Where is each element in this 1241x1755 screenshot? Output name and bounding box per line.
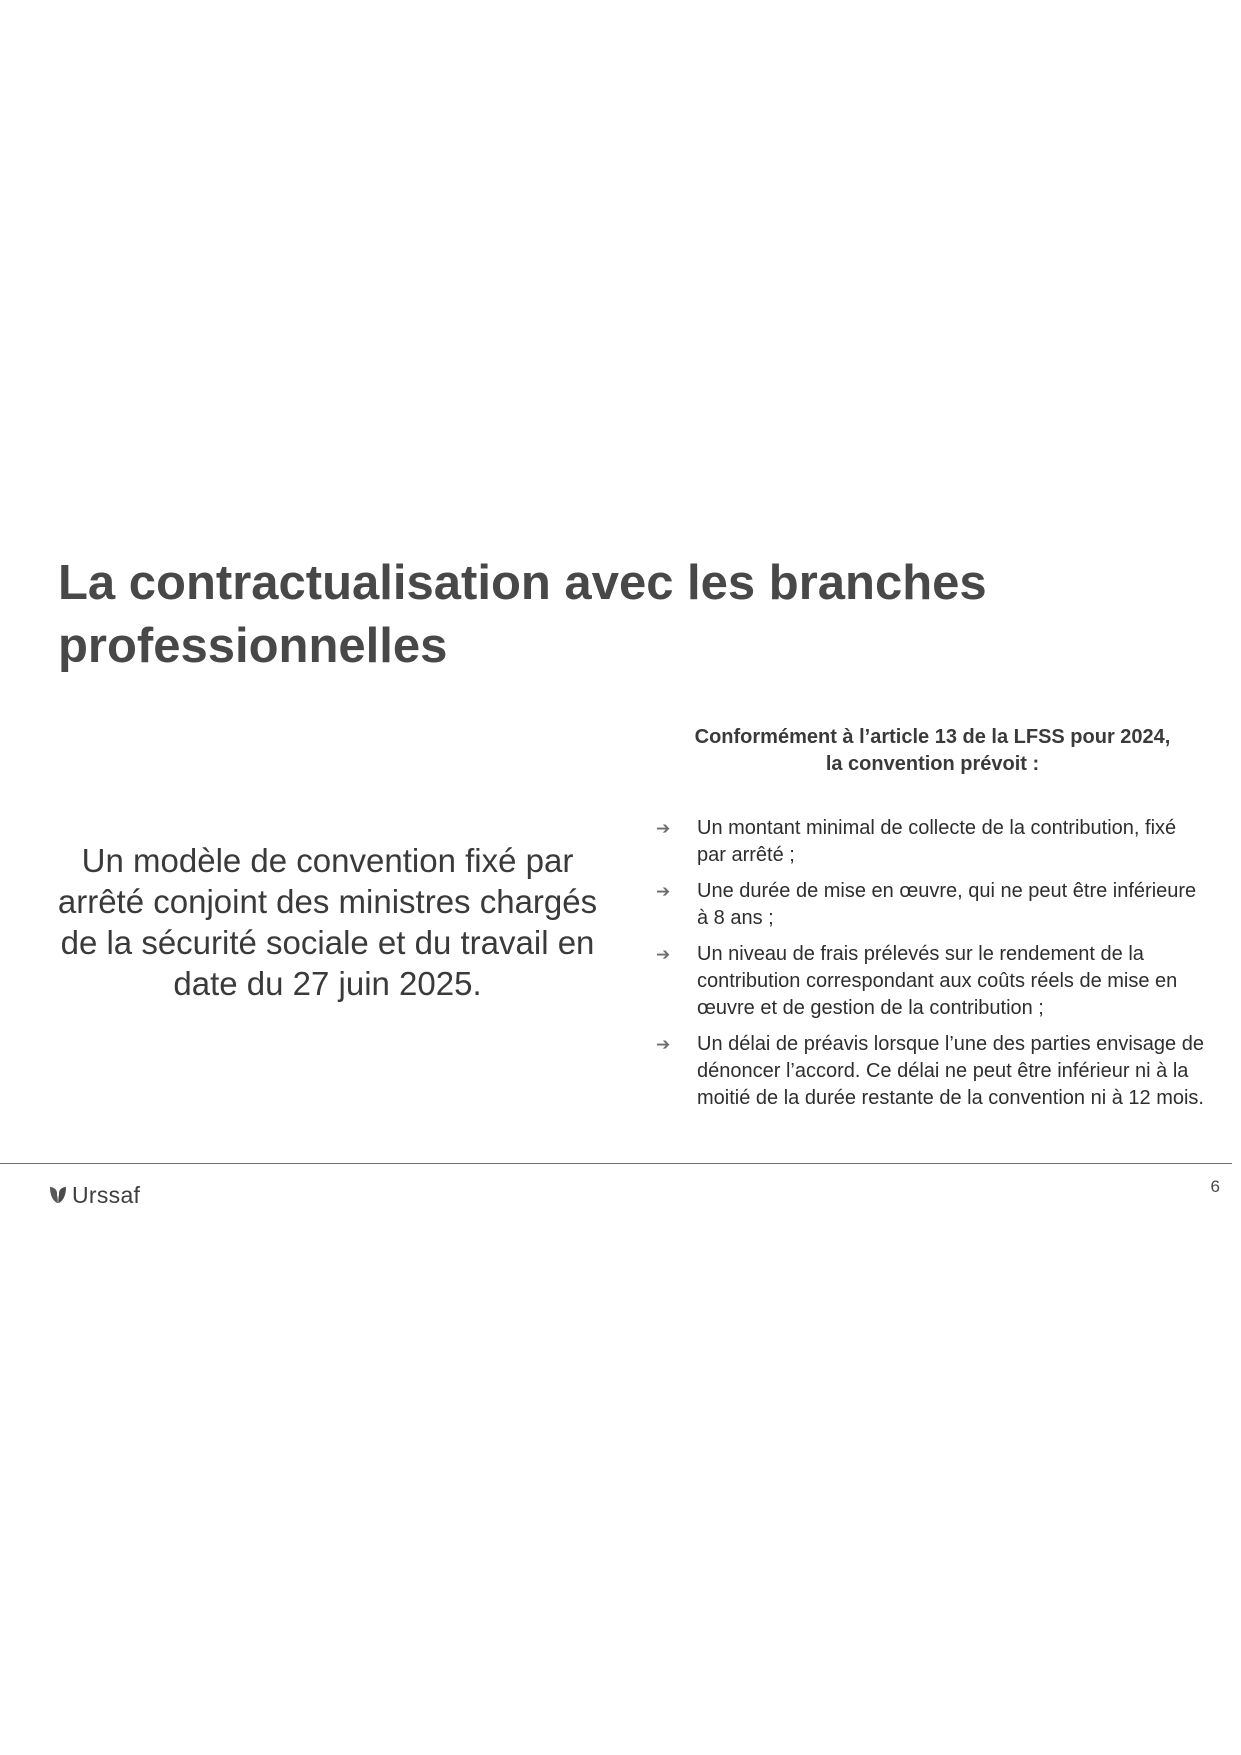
right-arrow-icon: ➔ [656,945,671,964]
list-item [656,1031,1206,1112]
slide-title: La contractualisation avec les branches professionnelles [58,556,987,673]
lead-statement: Un modèle de convention fixé par arrêté conjoint des ministres chargés de la sécurité sociale et du travail en date du 27 juin 2025. [57,842,598,1002]
convention-heading-line-1: Conformément à l’article 13 de la LFSS pour 2024, [694,726,1171,748]
logo-wordmark: Urssaf [72,1182,141,1208]
convention-heading-line-2: la convention prévoit : [825,753,1040,775]
list-item [656,815,1206,869]
page-number: 6 [1210,1177,1220,1196]
list-item-text: Une durée de mise en œuvre, qui ne peut être inférieure à 8 ans ; [697,880,1197,929]
urssaf-logo [48,1180,140,1210]
right-arrow-icon: ➔ [656,882,671,901]
right-arrow-icon: ➔ [656,819,671,838]
footer-divider [0,1163,1232,1164]
list-item [656,878,1206,932]
right-arrow-icon: ➔ [656,1035,671,1054]
list-item-text: Un niveau de frais prélevés sur le rendement de la contribution correspondant aux coûts réels de mise en œuvre et de gestion de la contribution ; [697,943,1178,1019]
list-item-text: Un délai de préavis lorsque l’une des parties envisage de dénoncer l’accord. Ce délai ne peut être inférieur ni à la moitié de la durée restante de la convention ni à 12 mois. [697,1033,1204,1109]
urssaf-logo-icon [48,1185,68,1205]
convention-heading [640,724,1225,778]
convention-provisions-list [656,815,1206,1121]
list-item [656,941,1206,1022]
list-item-text: Un montant minimal de collecte de la contribution, fixé par arrêté ; [697,817,1177,866]
